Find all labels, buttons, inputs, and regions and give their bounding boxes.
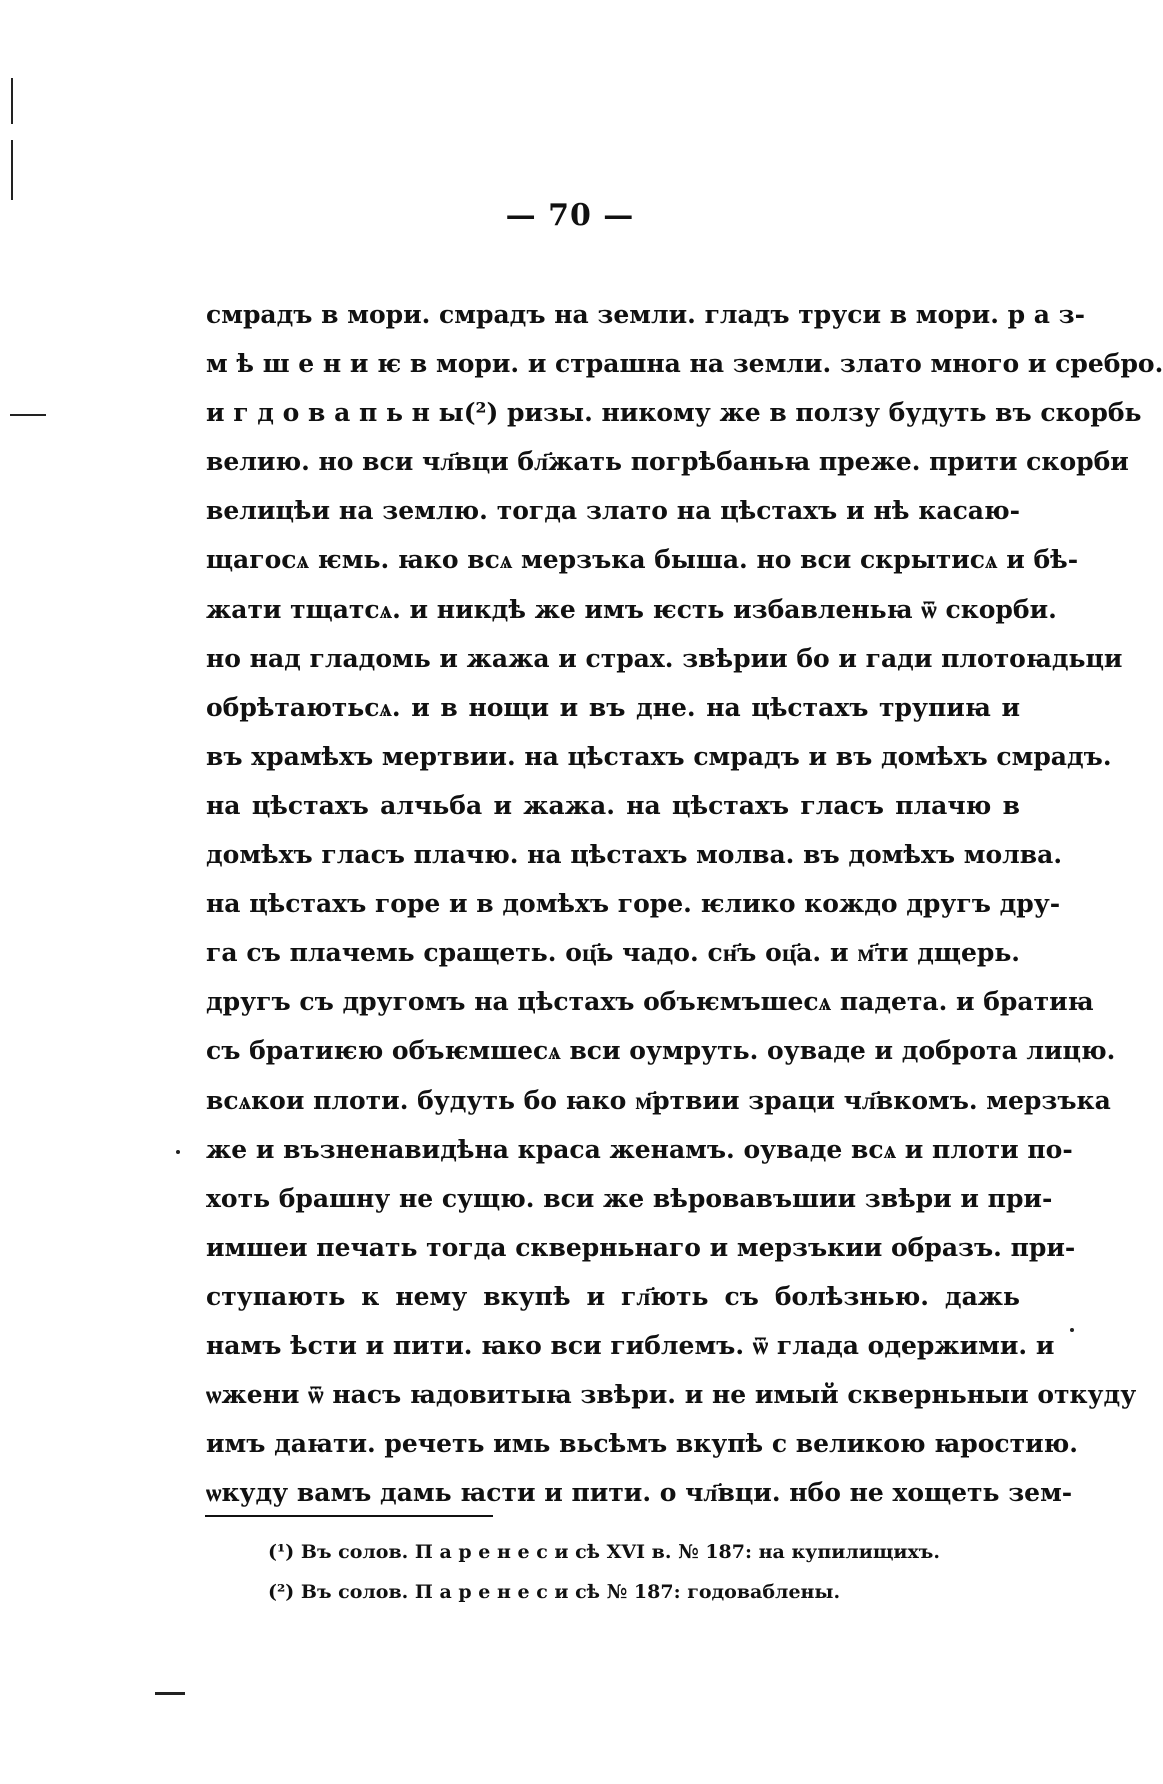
footnotes [268, 1532, 1028, 1612]
margin-dash-mark [155, 1692, 185, 1695]
text-line: намъ ѣсти и пити. ꙗко вси гиблемъ. ѿ глада одержими. и [206, 1330, 1055, 1360]
text-line: имшеи печать тогда скверньнаго и мерзъкии образъ. при- [206, 1232, 1076, 1262]
text-line: же и възненавидѣна краса женамъ. оуваде всѧ и плоти по- [206, 1134, 1073, 1164]
text-line: смрадъ в мори. смрадъ на земли. гладъ труси в мори. р а з- [206, 300, 1086, 329]
text-line: всѧкои плоти. будуть бо ꙗко м҃ртвии зраци чл҃вкомъ. мерзъка [206, 1085, 1111, 1115]
body-text [206, 290, 1163, 1517]
page-number: — 70 — [505, 198, 635, 233]
text-line: ѡкуду вамъ дамь ꙗсти и пити. о чл҃вци. нбо не хощеть зем- [206, 1478, 1073, 1508]
text-line: жати тщатсѧ. и никдѣ же имъ ѥсть избавленьꙗ ѿ скорби. [206, 594, 1057, 624]
text-line: и г д о в а п ь н ы(²) ризы. никому же в ползу будуть въ скорбь [206, 398, 1142, 428]
text-line: но над гладомь и жажа и страх. звѣрии бо и гади плотоꙗдьци [206, 643, 1123, 673]
text-line: другъ съ другомъ на цѣстахъ объѥмъшесѧ падета. и братиꙗ [206, 987, 1094, 1017]
text-line: м ѣ ш е н и ѥ в мори. и страшна на земли. злато много и сребро. [206, 349, 1163, 379]
footnote-1: (¹) Въ солов. П а р е н е с и сѣ XVI в. № 187: на купилищихъ. [268, 1541, 940, 1563]
text-line: велицѣи на землю. тогда злато на цѣстахъ и нѣ касаю- [206, 496, 1020, 526]
text-line: велию. но вси чл҃вци бл҃жать погрѣбаньꙗ преже. прити скорби [206, 447, 1129, 477]
text-line: га съ плачемь сращеть. оц҃ь чадо. сн҃ъ оц҃а. и м҃ти дщерь. [206, 938, 1020, 968]
text-line: обрѣтаютьсѧ. и в нощи и въ дне. на цѣстахъ трупиꙗ и [206, 692, 1020, 722]
text-line: на цѣстахъ горе и в домѣхъ горе. ѥлико кождо другъ дру- [206, 889, 1061, 919]
text-line: ступають к нему вкупѣ и гл҃ють съ болѣзнью. дажь [206, 1281, 1020, 1311]
margin-vertical-mark [11, 78, 13, 124]
text-line: ѡжени ѿ насъ ꙗдовитыꙗ звѣри. и не имый скверньныи откуду [206, 1380, 1137, 1410]
footnote-2: (²) Въ солов. П а р е н е с и сѣ № 187: годоваблены. [268, 1581, 841, 1603]
text-line: съ братиѥю объѥмшесѧ вси оумруть. оуваде и доброта лицю. [206, 1036, 1116, 1066]
text-line: хоть брашну не сущю. вси же вѣровавъшии звѣри и при- [206, 1183, 1053, 1213]
text-line: щагосѧ ѥмь. ꙗко всѧ мерзъка быша. но вси скрытисѧ и бѣ- [206, 545, 1079, 575]
text-line: въ храмѣхъ мертвии. на цѣстахъ смрадъ и въ домѣхъ смрадъ. [206, 741, 1112, 771]
footnote-separator [205, 1515, 493, 1517]
margin-dash-mark [10, 414, 46, 416]
text-line: на цѣстахъ алчьба и жажа. на цѣстахъ гласъ плачю в [206, 790, 1020, 820]
margin-dot-mark [1070, 1328, 1074, 1332]
margin-dot-mark [176, 1150, 180, 1154]
text-line: имъ даꙗти. речеть имь вьсѣмъ вкупѣ с великою ꙗростию. [206, 1429, 1078, 1459]
margin-vertical-mark [11, 140, 13, 200]
text-line: домѣхъ гласъ плачю. на цѣстахъ молва. въ домѣхъ молва. [206, 840, 1063, 870]
